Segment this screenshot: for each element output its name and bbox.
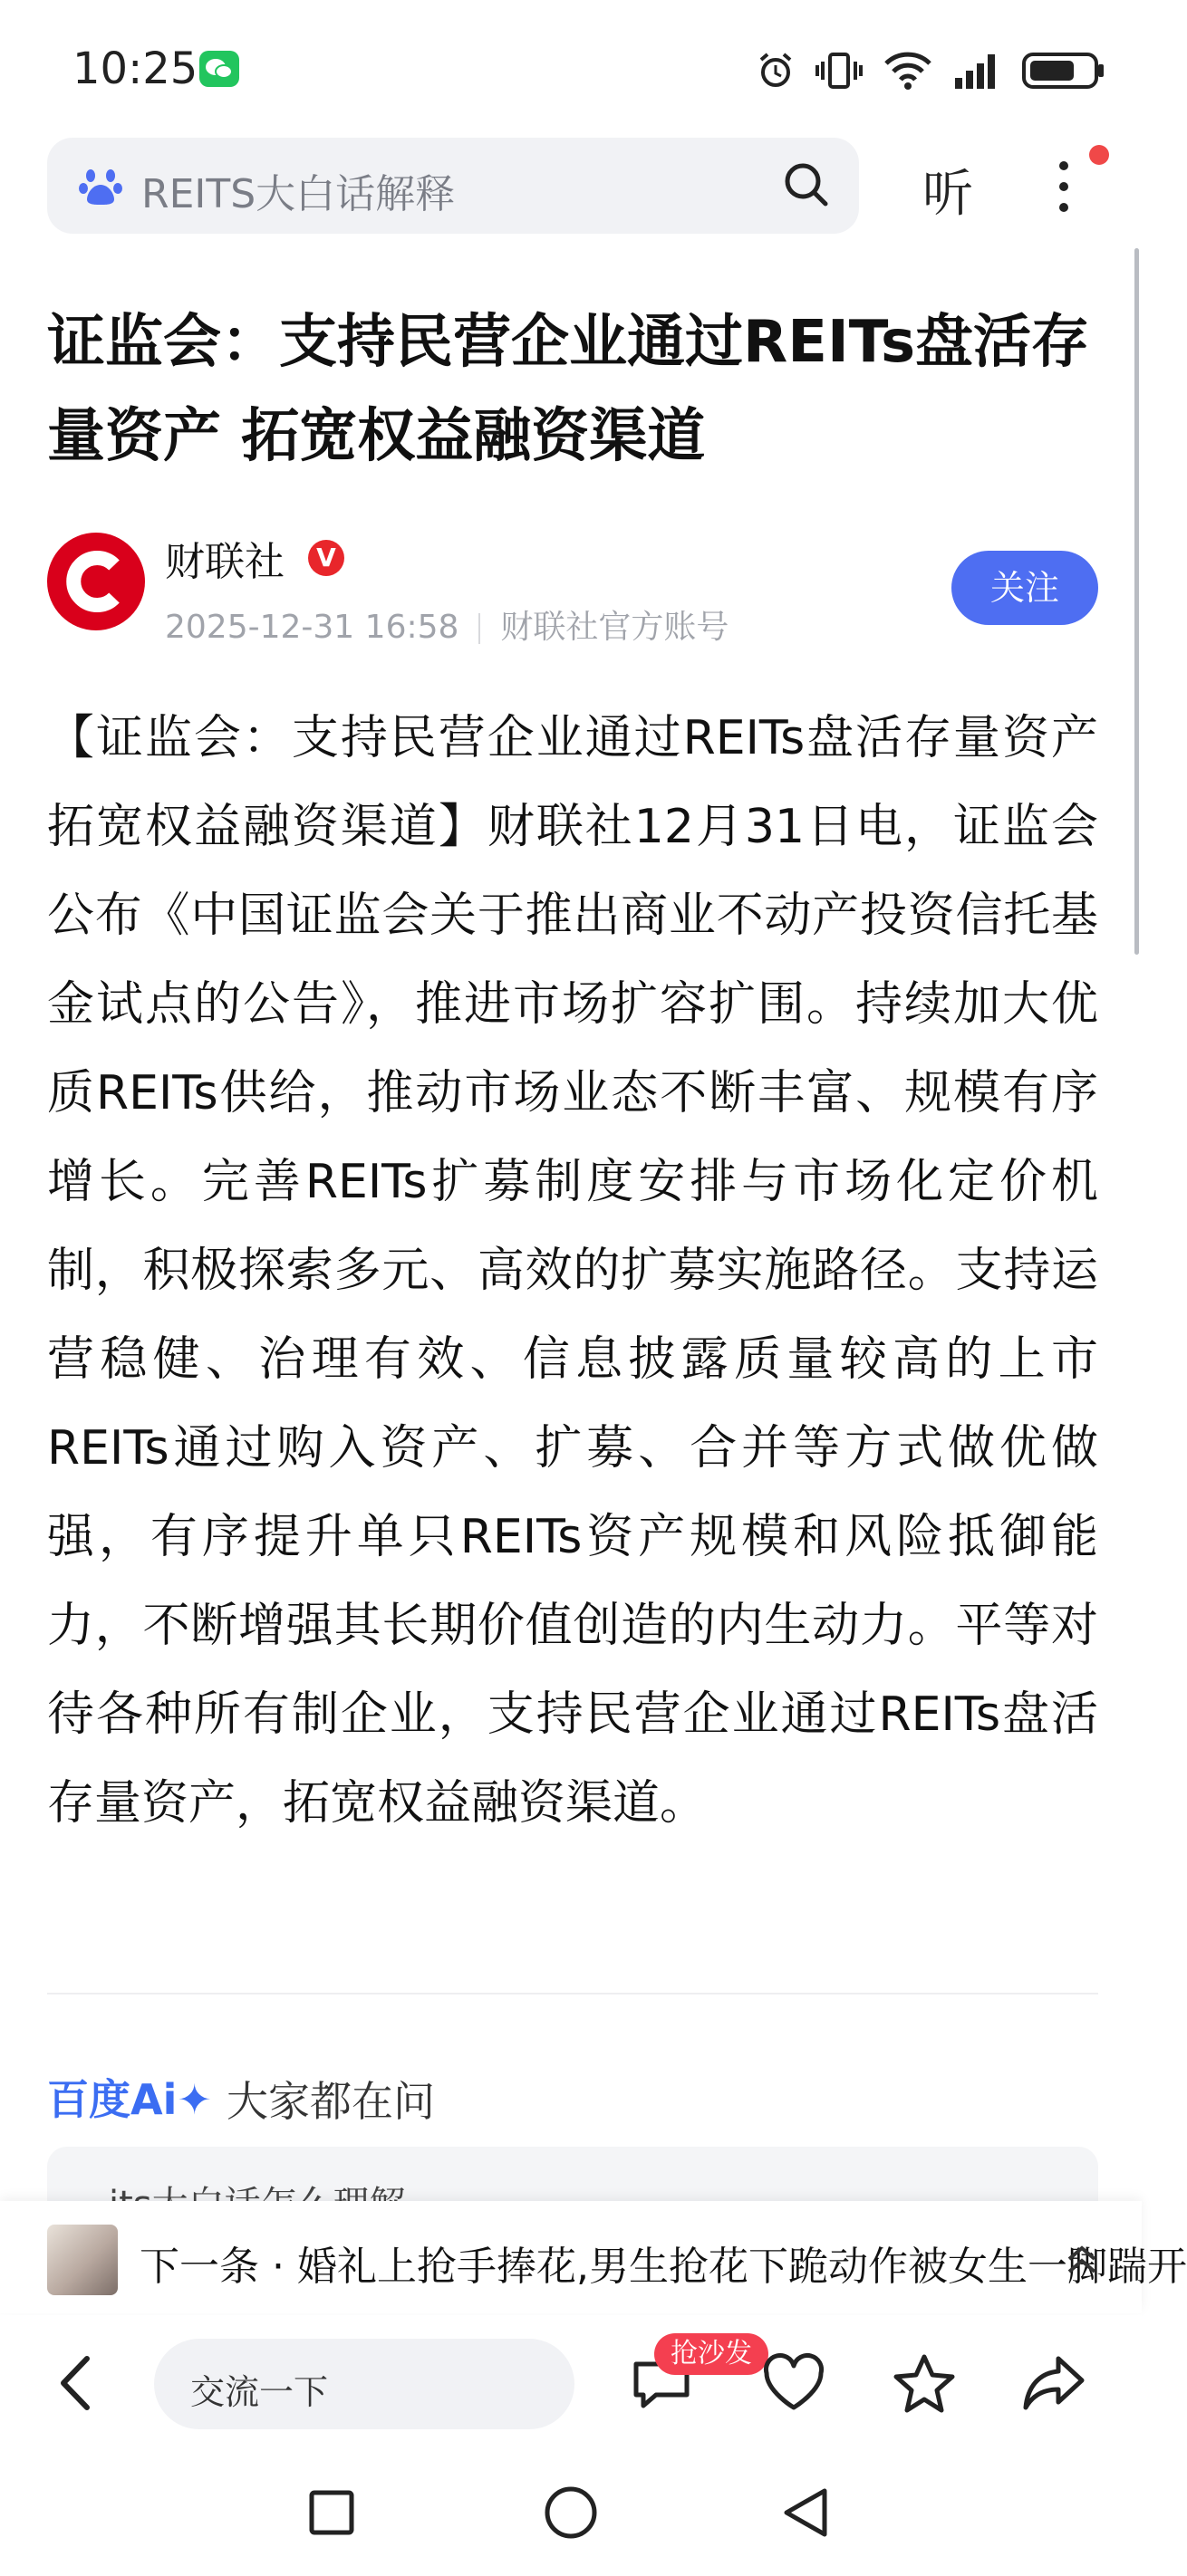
vibrate-icon — [815, 51, 863, 91]
author-name[interactable]: 财联社 — [165, 539, 285, 585]
alarm-icon — [756, 51, 796, 91]
status-icons — [756, 45, 1105, 96]
notification-dot — [1089, 145, 1109, 165]
favorite-star-icon[interactable] — [892, 2351, 957, 2417]
meta-divider — [478, 613, 480, 644]
section-divider — [47, 1993, 1098, 1994]
author-avatar[interactable] — [47, 533, 145, 630]
post-date: 2025-12-31 16:58 — [165, 609, 459, 646]
account-type: 财联社官方账号 — [500, 609, 729, 646]
nav-back-icon[interactable] — [781, 2485, 830, 2540]
more-menu-icon[interactable] — [1053, 154, 1075, 219]
verified-icon: V — [308, 540, 344, 576]
like-heart-icon[interactable] — [761, 2353, 826, 2415]
scrollbar[interactable] — [1134, 248, 1139, 955]
wifi-icon — [883, 51, 933, 91]
next-article-title[interactable]: 下一条 · 婚礼上抢手捧花,男生抢花下跪动作被女生一脚踹开 — [140, 2244, 1187, 2290]
search-icon[interactable] — [781, 159, 832, 210]
sofa-badge: 抢沙发 — [654, 2333, 768, 2375]
status-time: 10:25 — [72, 43, 198, 94]
article-title: 证监会：支持民营企业通过REITs盘活存量资产 拓宽权益融资渠道 — [47, 309, 1090, 470]
search-input[interactable]: REITS大白话解释 — [141, 171, 456, 217]
ai-section-title: 大家都在问 — [227, 2077, 435, 2126]
share-icon[interactable] — [1022, 2353, 1086, 2413]
next-article-thumbnail[interactable] — [47, 2225, 118, 2295]
nav-home-icon[interactable] — [544, 2485, 598, 2540]
back-arrow-icon[interactable] — [53, 2353, 103, 2413]
collapse-up-icon[interactable] — [1060, 2237, 1104, 2281]
comment-placeholder[interactable]: 交流一下 — [190, 2372, 329, 2412]
nav-recent-apps-icon[interactable] — [308, 2489, 355, 2536]
follow-button[interactable]: 关注 — [951, 551, 1098, 625]
wechat-notification-icon — [199, 51, 239, 87]
listen-button[interactable]: 听 — [922, 165, 973, 224]
post-meta — [165, 601, 729, 648]
signal-icon — [953, 51, 1002, 91]
battery-icon — [1022, 51, 1105, 91]
article-body: 【证监会：支持民营企业通过REITs盘活存量资产 拓宽权益融资渠道】财联社12月31日电，证监会公布《中国证监会关于推出商业不动产投资信托基金试点的公告》，推进市场扩容扩围。持续加大优质REITs供给，推动市场业态不断丰富、规模有序增长。完善REITs扩募制度安排与市场化定价机制，积极探索多元、高效的扩募实施路径。支持运营稳健、治理有效、信息披露质量较高的上市REITs通过购入资产、扩募、合并等方式做优做强，有序提升单只REITs资产规模和风险抵御能力，不断增强其长期价值创造的内生动力。平等对待各种所有制企业，支持民营企业通过REITs盘活存量资产，拓宽权益融资渠道。 — [47, 711, 1098, 1831]
baidu-paw-icon — [78, 163, 123, 208]
baidu-ai-logo: 百度Ai✦ — [47, 2075, 212, 2124]
